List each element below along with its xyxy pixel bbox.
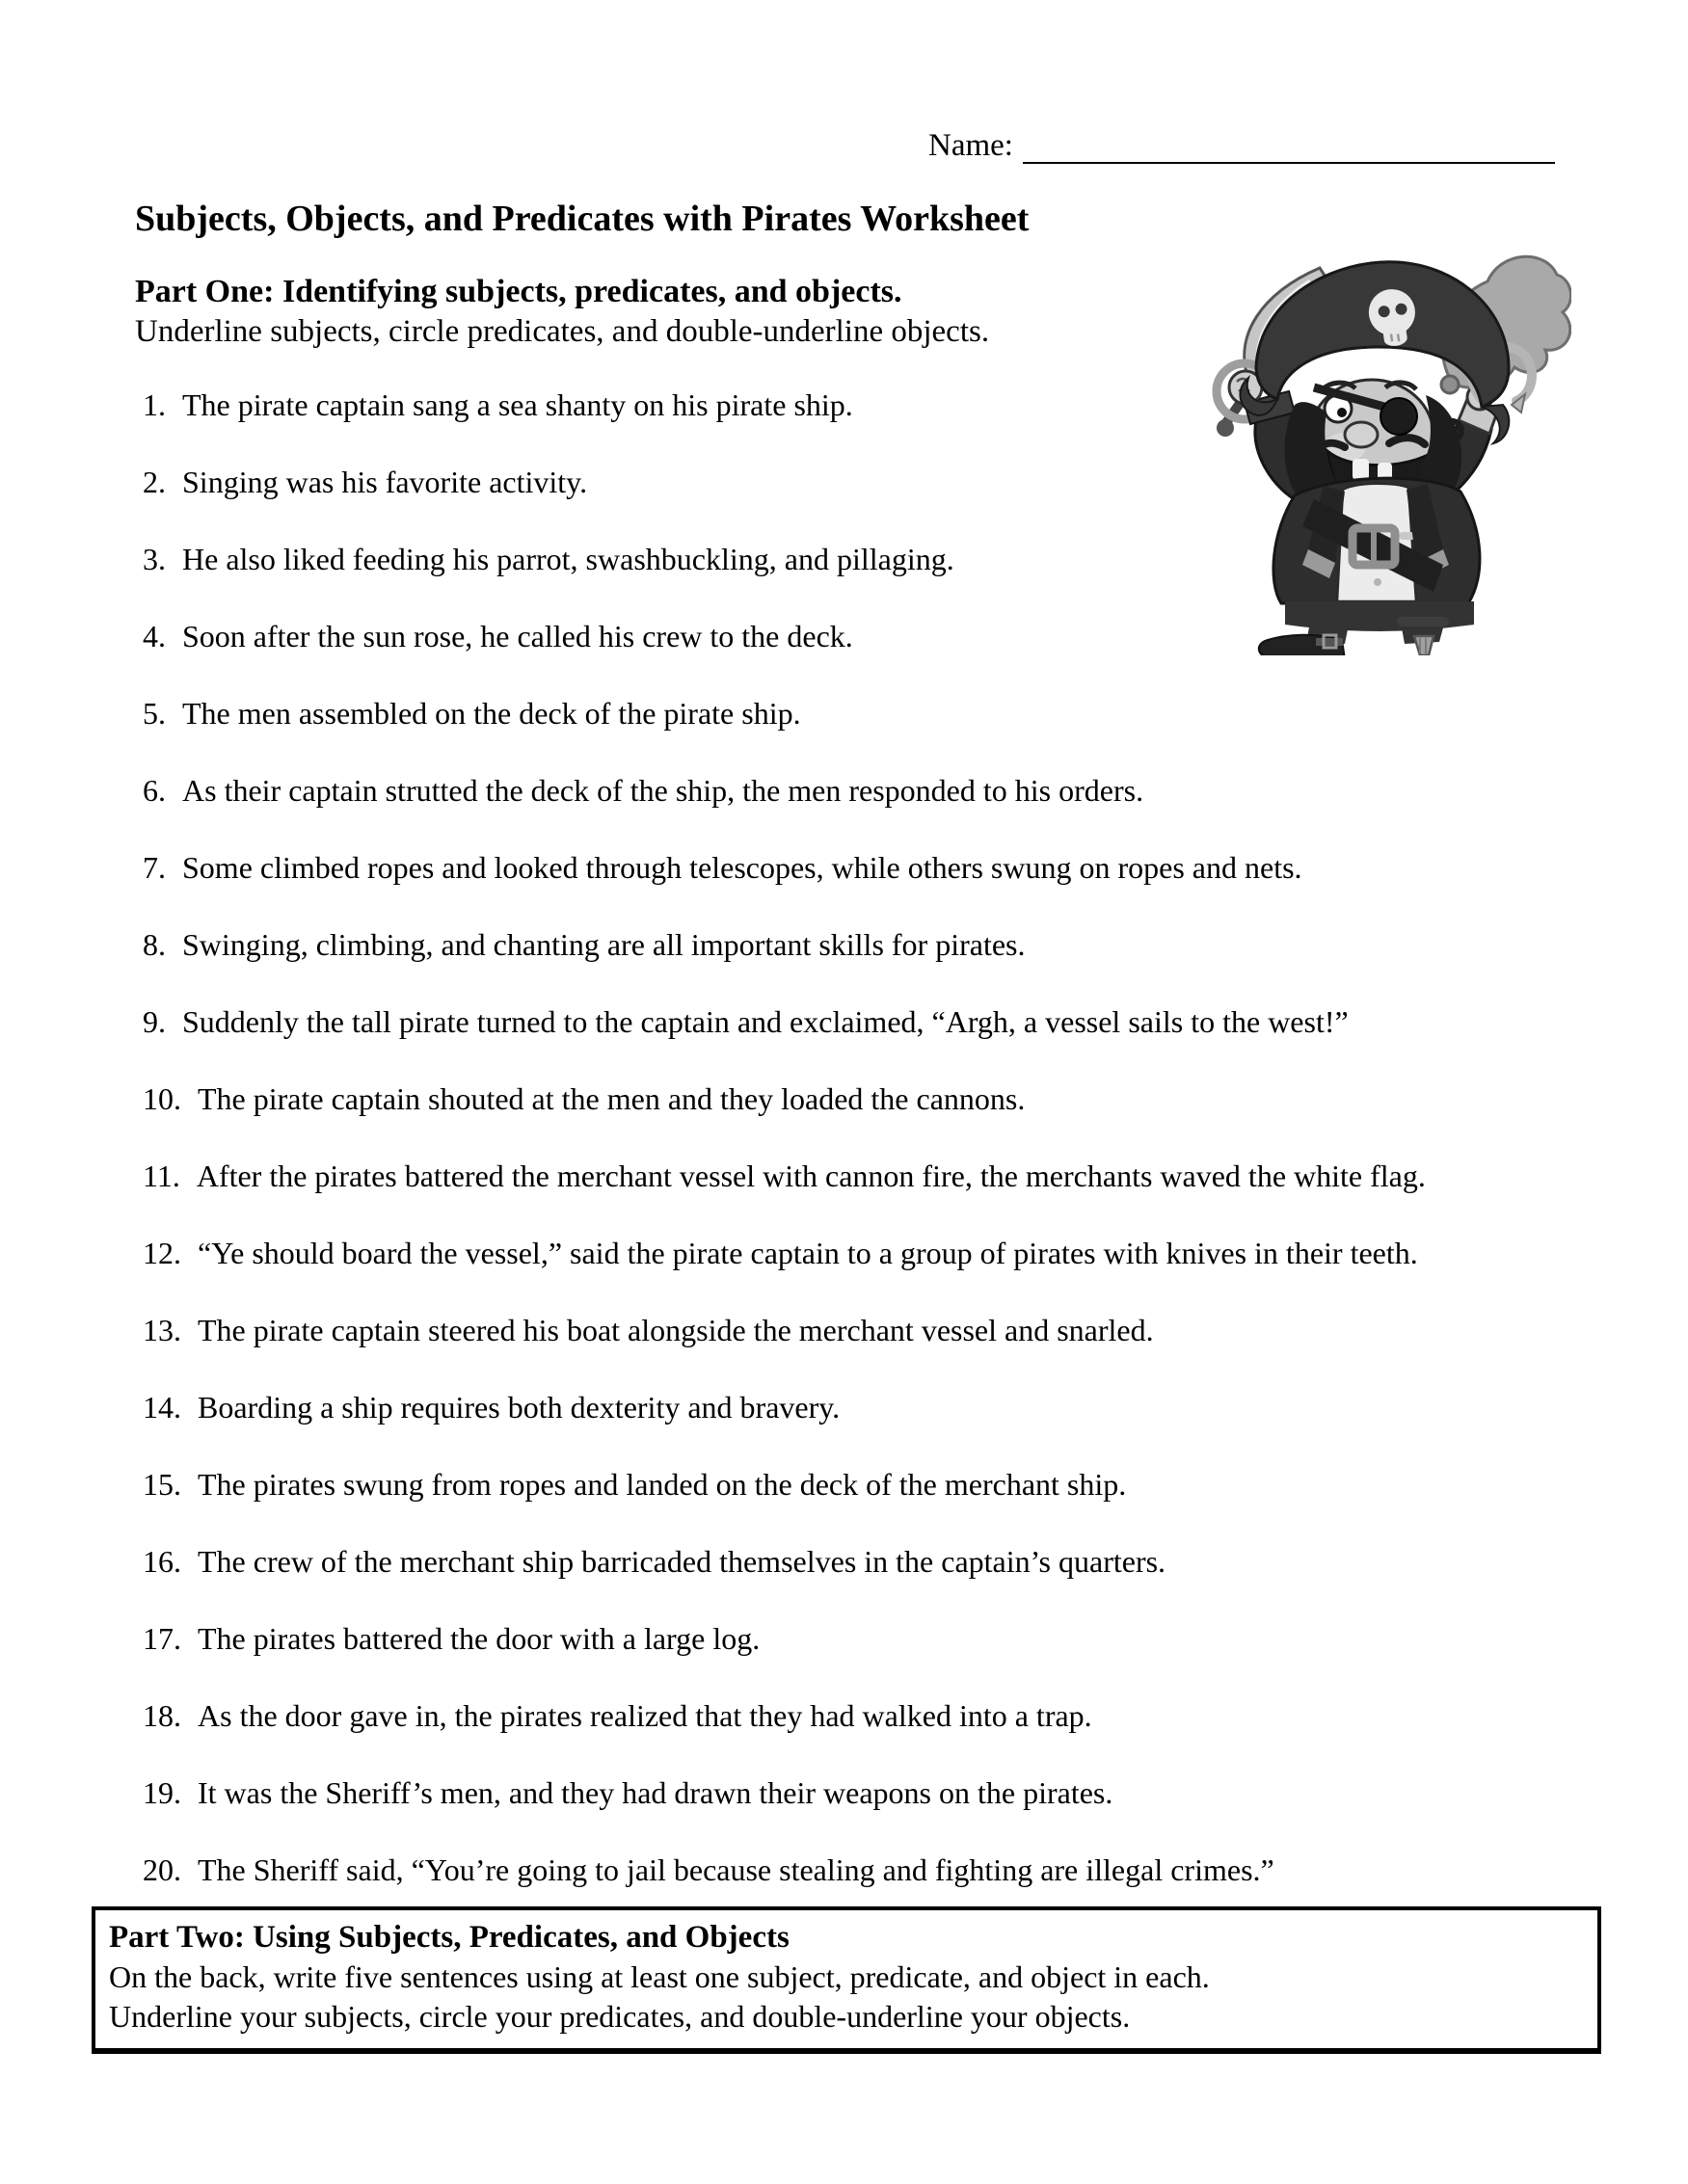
sentence-number: 16.	[143, 1544, 181, 1579]
sentence-text: After the pirates battered the merchant vessel with cannon fire, the merchants waved the white flag.	[196, 1159, 1426, 1193]
part-one-heading: Part One: Identifying subjects, predicates, and objects.	[135, 274, 902, 309]
part-two-line2: Underline your subjects, circle your predicates, and double-underline your objects.	[109, 1999, 1131, 2034]
sentence-item	[143, 771, 1589, 848]
sentence-text: Singing was his favorite activity.	[182, 465, 588, 499]
sentence-item	[143, 1157, 1589, 1234]
sentence-text: Boarding a ship requires both dexterity and bravery.	[198, 1390, 841, 1425]
sentence-number: 9.	[143, 1004, 166, 1039]
sentence-number: 7.	[143, 850, 166, 885]
sentence-item	[143, 463, 1589, 540]
sentence-number: 12.	[143, 1236, 181, 1270]
sentence-text: The pirate captain steered his boat alongside the merchant vessel and snarled.	[198, 1313, 1154, 1347]
sentence-item	[143, 1311, 1589, 1388]
part-one-instructions: Underline subjects, circle predicates, and double-underline objects.	[135, 314, 990, 349]
sentence-number: 18.	[143, 1698, 181, 1733]
sentence-text: It was the Sheriff’s men, and they had drawn their weapons on the pirates.	[198, 1775, 1113, 1810]
part-two-box	[92, 1906, 1601, 2054]
part-two-line1: On the back, write five sentences using at least one subject, predicate, and object in each.	[109, 1959, 1210, 1994]
sentence-item	[143, 1002, 1589, 1079]
sentence-text: The pirates battered the door with a large log.	[198, 1621, 761, 1656]
sentence-number: 17.	[143, 1621, 181, 1656]
sentence-item	[143, 1542, 1589, 1619]
sentence-text: The pirate captain shouted at the men and they loaded the cannons.	[198, 1081, 1026, 1116]
sentence-text: The Sheriff said, “You’re going to jail because stealing and fighting are illegal crimes.”	[198, 1852, 1274, 1887]
sentence-number: 2.	[143, 465, 166, 499]
sentence-text: As their captain strutted the deck of the ship, the men responded to his orders.	[182, 773, 1144, 808]
sentence-number: 6.	[143, 773, 166, 808]
sentence-item	[143, 1619, 1589, 1696]
sentence-item	[143, 1234, 1589, 1311]
sentence-number: 3.	[143, 542, 166, 576]
name-label: Name:	[928, 128, 1013, 163]
sentence-number: 1.	[143, 387, 166, 422]
sentence-item	[143, 1388, 1589, 1465]
page-title: Subjects, Objects, and Predicates with Pirates Worksheet	[135, 199, 1030, 239]
sentence-item	[143, 1465, 1589, 1542]
name-fill-line	[1023, 129, 1555, 164]
sentence-list	[143, 386, 1589, 1928]
sentence-text: The crew of the merchant ship barricaded themselves in the captain’s quarters.	[198, 1544, 1166, 1579]
sentence-text: The men assembled on the deck of the pirate ship.	[182, 696, 801, 731]
sentence-item	[143, 540, 1589, 617]
sentence-number: 15.	[143, 1467, 181, 1502]
sentence-item	[143, 694, 1589, 771]
sentence-item	[143, 1773, 1589, 1851]
sentence-text: Soon after the sun rose, he called his crew to the deck.	[182, 619, 853, 653]
sentence-item	[143, 617, 1589, 694]
sentence-item	[143, 925, 1589, 1002]
sentence-number: 13.	[143, 1313, 181, 1347]
part-two-heading: Part Two: Using Subjects, Predicates, and Objects	[109, 1920, 790, 1955]
sentence-number: 19.	[143, 1775, 181, 1810]
sentence-number: 4.	[143, 619, 166, 653]
sentence-text: Some climbed ropes and looked through telescopes, while others swung on ropes and nets.	[182, 850, 1302, 885]
sentence-text: As the door gave in, the pirates realized that they had walked into a trap.	[198, 1698, 1092, 1733]
sentence-item	[143, 848, 1589, 925]
sentence-number: 20.	[143, 1852, 181, 1887]
sentence-text: The pirates swung from ropes and landed on the deck of the merchant ship.	[198, 1467, 1127, 1502]
sentence-text: He also liked feeding his parrot, swashbuckling, and pillaging.	[182, 542, 954, 576]
sentence-item	[143, 1696, 1589, 1773]
sentence-number: 14.	[143, 1390, 181, 1425]
sentence-text: The pirate captain sang a sea shanty on his pirate ship.	[182, 387, 853, 422]
sentence-number: 8.	[143, 927, 166, 962]
sentence-text: “Ye should board the vessel,” said the pirate captain to a group of pirates with knives in their teeth.	[198, 1236, 1418, 1270]
sentence-item	[143, 386, 1589, 463]
sentence-number: 11.	[143, 1159, 180, 1193]
name-row	[928, 128, 1555, 164]
sentence-number: 10.	[143, 1081, 181, 1116]
sentence-text: Suddenly the tall pirate turned to the captain and exclaimed, “Argh, a vessel sails to the west!”	[182, 1004, 1349, 1039]
sentence-number: 5.	[143, 696, 166, 731]
sentence-text: Swinging, climbing, and chanting are all important skills for pirates.	[182, 927, 1026, 962]
sentence-item	[143, 1079, 1589, 1157]
